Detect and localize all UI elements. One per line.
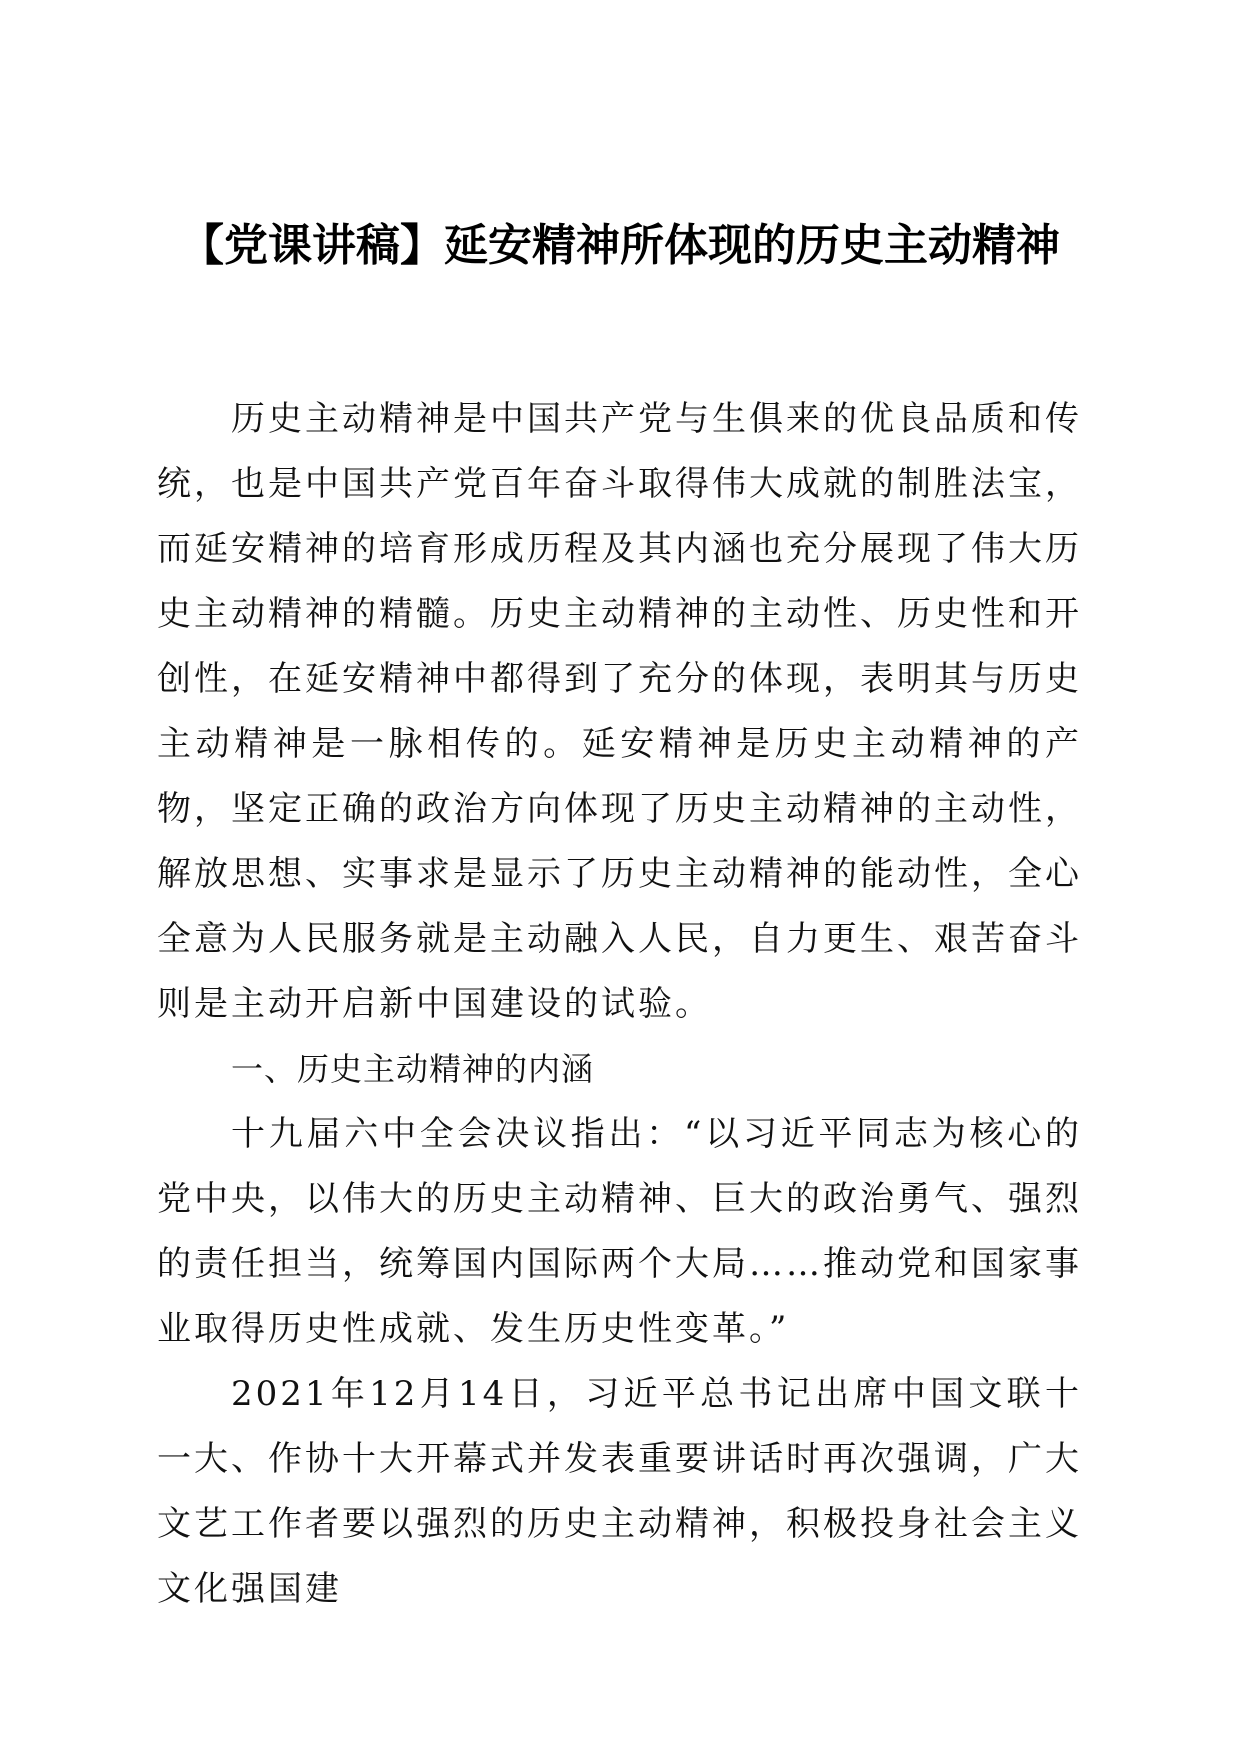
document-title: 【党课讲稿】延安精神所体现的历史主动精神 xyxy=(180,220,1060,271)
speech-paragraph: 2021年12月14日，习近平总书记出席中国文联十一大、作协十大开幕式并发表重要讲话时再次强调，广大文艺工作者要以强烈的历史主动精神，积极投身社会主义文化强国建 xyxy=(157,1374,1082,1609)
section-heading: 一、历史主动精神的内涵 xyxy=(231,1050,595,1088)
document-body xyxy=(157,387,1082,1622)
quote-paragraph: 十九届六中全会决议指出：“以习近平同志为核心的党中央，以伟大的历史主动精神、巨大的政治勇气、强烈的责任担当，统筹国内国际两个大局……推动党和国家事业取得历史性成就、发生历史性变革。” xyxy=(157,1114,1082,1349)
intro-paragraph: 历史主动精神是中国共产党与生俱来的优良品质和传统，也是中国共产党百年奋斗取得伟大成就的制胜法宝，而延安精神的培育形成历程及其内涵也充分展现了伟大历史主动精神的精髓。历史主动精神的主动性、历史性和开创性，在延安精神中都得到了充分的体现，表明其与历史主动精神是一脉相传的。延安精神是历史主动精神的产物，坚定正确的政治方向体现了历史主动精神的主动性，解放思想、实事求是显示了历史主动精神的能动性，全心全意为人民服务就是主动融入人民，自力更生、艰苦奋斗则是主动开启新中国建设的试验。 xyxy=(157,399,1082,1024)
